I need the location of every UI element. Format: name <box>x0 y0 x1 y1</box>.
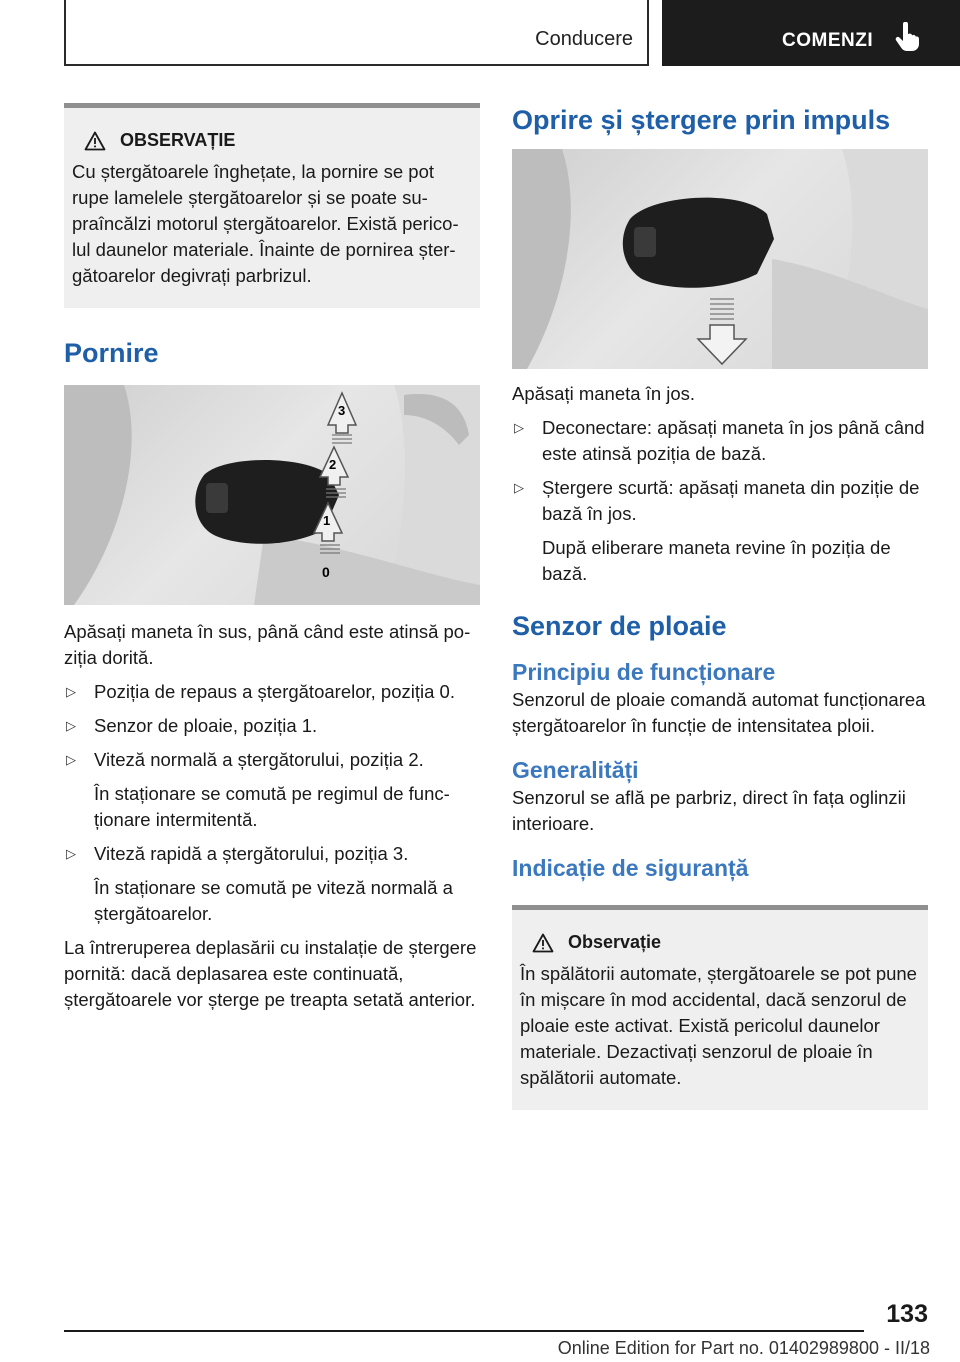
header-chapter-label: COMENZI <box>782 30 874 51</box>
list-item: ▷ Poziția de repaus a ștergătoarelor, poziția 0. <box>64 679 480 705</box>
triangle-bullet-icon: ▷ <box>66 718 76 733</box>
pornire-note-3: În staționare se comută pe viteză normală a ștergătoarelor. <box>94 877 453 924</box>
impuls-intro: Apăsați maneta în jos. <box>512 383 696 404</box>
warning-triangle-icon <box>532 933 554 953</box>
left-column <box>64 103 480 1013</box>
footer-edition: Online Edition for Part no. 01402989800 - II/18 <box>557 1338 930 1358</box>
position-label-2: 2 <box>329 457 337 472</box>
heading-pornire: Pornire <box>64 338 159 368</box>
position-label-3: 3 <box>338 403 346 418</box>
right-column <box>512 103 928 1110</box>
pornire-intro: Apăsați maneta în sus, până când este atinsă poziția dorită. <box>64 621 471 668</box>
pornire-note-2: În staționare se comută pe regimul de funcționare intermitentă. <box>94 783 450 830</box>
triangle-bullet-icon: ▷ <box>66 752 76 767</box>
list-item: ▷ Deconectare: apăsați maneta în jos până când este atinsă poziția de bază. <box>514 417 925 464</box>
hand-pointer-icon <box>894 22 920 52</box>
warning-text-senzor: În spălătorii automate, ștergătoarele se pot pune în mișcare în mod accidental, dacă senzorul de ploaie este activat. Există pericolul daunelor materiale. Dezactivați senzorul de ploaie în spălătorii automate. <box>520 963 917 1088</box>
footer-rule <box>64 1330 864 1332</box>
impuls-note-2: După eliberare maneta revine în poziția de bază. <box>542 537 891 584</box>
warning-title: OBSERVAȚIE <box>84 130 470 151</box>
list-item: ▷ Ștergere scurtă: apăsați maneta din poziție de bază în jos. <box>514 477 920 524</box>
warning-text: Cu ștergătoarele înghețate, la pornire se pot rupe lamelele ștergătoarelor și se poate supraîncălzi motorul ștergătoarelor. Există pericolul daunelor materiale. Înainte de pornirea ștergătoarelor degivrați parbrizul. <box>72 161 459 286</box>
generalitati-text: Senzorul se află pe parbriz, direct în fața oglinzii interioare. <box>512 787 906 834</box>
list-item: ▷ Senzor de ploaie, poziția 1. <box>64 713 480 739</box>
impuls-list <box>512 415 928 527</box>
header-section-tab <box>64 0 649 66</box>
heading-impuls: Oprire și ștergere prin impuls <box>512 105 891 135</box>
pornire-list-2 <box>64 841 480 867</box>
warning-triangle-icon <box>84 131 106 151</box>
heading-generalitati: Generalități <box>512 757 639 783</box>
triangle-bullet-icon: ▷ <box>514 420 524 435</box>
triangle-bullet-icon: ▷ <box>514 480 524 495</box>
position-label-1: 1 <box>323 513 331 528</box>
warning-box <box>64 103 480 308</box>
page-number: 133 <box>886 1300 928 1328</box>
principiu-text: Senzorul de ploaie comandă automat funcționarea ștergătoarelor în funcție de intensitatea ploii. <box>512 689 926 736</box>
list-item: ▷ Viteză normală a ștergătorului, poziția 2. <box>64 747 480 773</box>
header-section-label: Conducere <box>535 28 633 50</box>
header-chapter-tab <box>662 0 960 66</box>
lever-down-illustration <box>512 149 928 369</box>
list-item: ▷ Viteză rapidă a ștergătorului, poziția 3. <box>64 841 480 867</box>
position-label-0: 0 <box>322 564 330 580</box>
triangle-bullet-icon: ▷ <box>66 684 76 699</box>
heading-principiu: Principiu de funcționare <box>512 659 776 685</box>
pornire-closing: La întreruperea deplasării cu instalație de ștergere pornită: dacă deplasarea este continuată, ștergătoarele vor șterge pe treapta setată anterior. <box>64 937 477 1010</box>
warning-title-senzor: Observație <box>532 932 918 953</box>
lever-illustration <box>64 385 480 605</box>
heading-siguranta: Indicație de siguranță <box>512 855 749 881</box>
pornire-list <box>64 679 480 773</box>
triangle-bullet-icon: ▷ <box>66 846 76 861</box>
heading-senzor: Senzor de ploaie <box>512 611 727 641</box>
wiper-lever-down-image <box>512 149 928 369</box>
wiper-lever-up-image <box>64 385 480 605</box>
warning-box-senzor <box>512 905 928 1110</box>
